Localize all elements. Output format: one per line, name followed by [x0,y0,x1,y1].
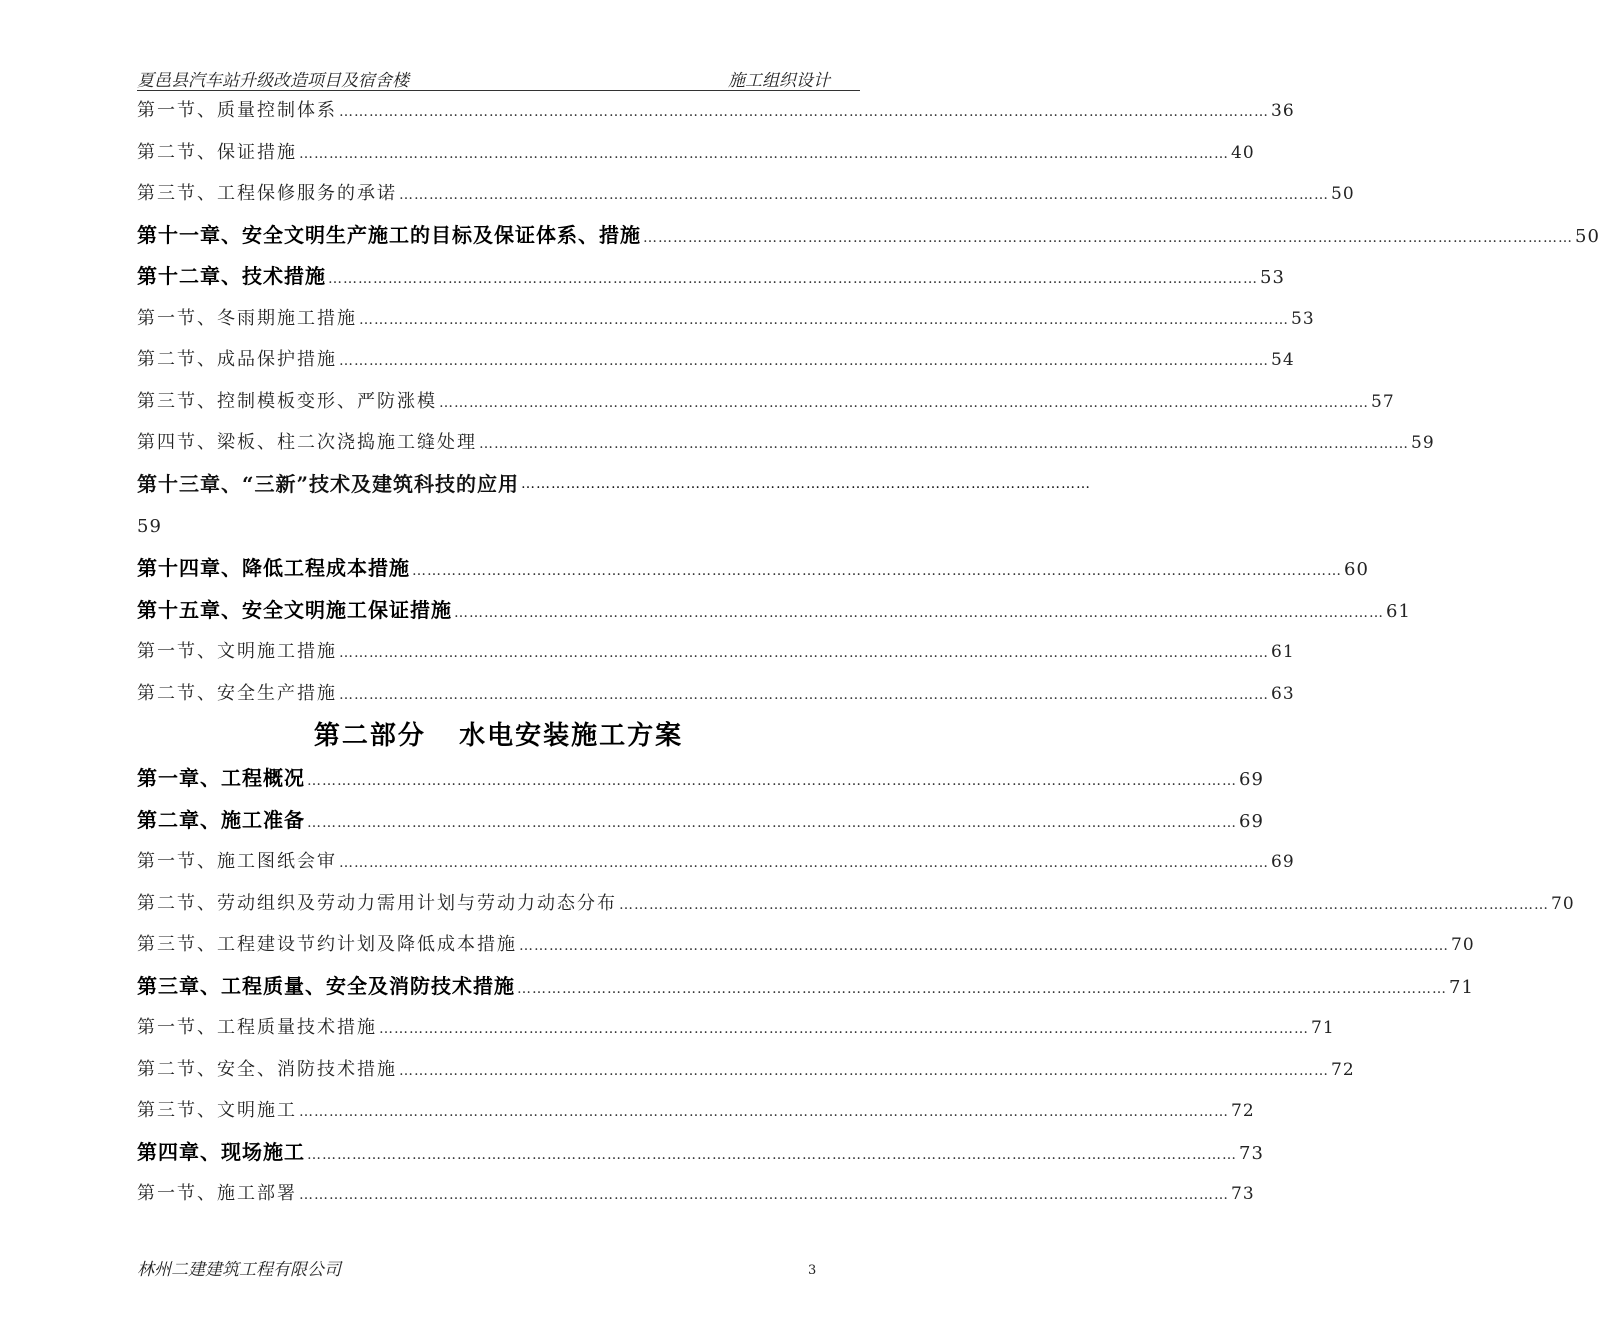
toc-entry-title: 第二节、成品保护措施 [137,349,337,370]
toc-leader-dots [437,383,1371,425]
part-heading: 第二部分 水电安装施工方案 [313,721,684,751]
toc-entry-title: 第一节、施工图纸会审 [137,851,337,872]
toc-leader-dots [410,551,1344,593]
toc-entry-title: 第二节、保证措施 [137,141,297,163]
toc-section-entry[interactable] [137,381,1395,423]
toc-chapter-entry[interactable] [137,758,1264,800]
toc-entry-title: 第十四章、降低工程成本措施 [137,556,410,580]
toc-leader-dots [617,885,1551,927]
toc-entry-page: 40 [1231,142,1255,163]
toc-leader-dots [297,134,1231,176]
toc-leader-dots [397,1051,1331,1093]
toc-entry-title: 第二节、安全生产措施 [137,682,337,704]
toc-section-entry[interactable] [137,673,1295,715]
toc-chapter-entry[interactable] [137,256,1285,298]
table-of-contents [137,90,1600,1215]
toc-entry-title: 第十五章、安全文明施工保证措施 [137,597,452,622]
toc-entry-title: 第二节、安全、消防技术措施 [137,1058,397,1080]
toc-entry-title: 第四节、梁板、柱二次浇捣施工缝处理 [137,432,477,453]
toc-entry-page: 70 [1451,935,1475,955]
toc-entry-page: 59 [137,516,162,537]
toc-entry-title: 第二节、劳动组织及劳动力需用计划与劳动力动态分布 [137,892,617,914]
toc-section-entry[interactable] [137,631,1295,673]
toc-leader-dots [517,926,1451,968]
toc-entry-title: 第一节、工程质量技术措施 [137,1017,377,1038]
toc-entry-title: 第三章、工程质量、安全及消防技术措施 [137,973,515,998]
toc-section-entry[interactable] [137,1173,1255,1215]
toc-section-entry[interactable] [137,90,1295,132]
toc-leader-dots [326,259,1260,301]
toc-entry-page: 63 [1271,683,1295,704]
page-header [137,64,860,91]
toc-entry-page: 50 [1575,225,1600,247]
toc-entry-page: 60 [1344,559,1369,580]
toc-entry-page: 53 [1291,308,1315,329]
toc-entry-title: 第一章、工程概况 [137,766,305,790]
toc-entry-title: 第十一章、安全文明生产施工的目标及保证体系、措施 [137,222,641,247]
toc-entry-title: 第二章、施工准备 [137,807,305,832]
toc-entry-page: 59 [1411,433,1435,453]
toc-section-entry[interactable] [137,1090,1255,1132]
toc-entry-page: 71 [1449,976,1474,998]
toc-leader-dots [305,761,1239,803]
toc-section-entry[interactable] [137,1007,1335,1049]
toc-entry-page: 61 [1386,600,1411,622]
toc-entry-page: 71 [1311,1018,1335,1038]
toc-entry-title: 第三节、工程保修服务的承诺 [137,183,397,204]
toc-entry-title: 第十三章、“三新”技术及建筑科技的应用 [137,471,520,496]
toc-entry-title: 第一节、文明施工措施 [137,641,337,662]
toc-chapter-entry[interactable] [137,966,1474,1008]
toc-section-entry[interactable] [137,841,1295,883]
toc-entry-page: 53 [1260,267,1285,288]
toc-leader-dots [337,341,1271,383]
toc-entry-title: 第三节、工程建设节约计划及降低成本措施 [137,934,517,955]
page-number: 3 [808,1263,817,1278]
toc-section-entry[interactable] [137,173,1355,215]
toc-entry-title: 第一节、冬雨期施工措施 [137,307,357,329]
toc-entry-page: 69 [1239,769,1264,790]
toc-entry-title: 第十二章、技术措施 [137,264,326,288]
toc-leader-dots [641,218,1575,260]
toc-entry-page: 69 [1239,810,1264,832]
toc-entry-title: 第三节、文明施工 [137,1100,297,1121]
toc-leader-dots [297,1092,1231,1134]
toc-chapter-entry[interactable] [137,800,1264,842]
toc-section-entry[interactable] [137,422,1435,464]
toc-entry-page: 36 [1271,101,1295,121]
toc-entry-page: 73 [1239,1142,1264,1164]
toc-section-entry[interactable] [137,132,1255,174]
toc-entry-page: 73 [1231,1184,1255,1204]
toc-leader-dots [337,675,1271,717]
toc-section-entry[interactable] [137,339,1295,381]
toc-leader-dots [337,843,1271,885]
toc-leader-dots [357,300,1291,342]
toc-chapter-entry[interactable] [137,464,1092,549]
toc-entry-page: 54 [1271,350,1295,370]
toc-leader-dots [305,803,1239,845]
toc-leader-dots [477,424,1411,466]
toc-section-entry[interactable] [137,924,1475,966]
toc-leader-dots: …………………………………………………………………………………………………… [521,475,1092,492]
toc-leader-dots [337,633,1271,675]
toc-entry-page: 50 [1331,184,1355,204]
toc-section-entry[interactable] [137,883,1575,925]
toc-leader-dots [377,1009,1311,1051]
toc-entry-page: 72 [1331,1059,1355,1080]
toc-leader-dots [305,1135,1239,1177]
footer-company: 林州二建建筑工程有限公司 [137,1260,341,1280]
toc-entry-page: 72 [1231,1101,1255,1121]
toc-entry-page: 70 [1551,893,1575,914]
toc-chapter-entry[interactable] [137,548,1369,590]
toc-leader-dots [297,1175,1231,1217]
toc-chapter-entry[interactable] [137,590,1411,632]
toc-entry-page: 69 [1271,852,1295,872]
toc-entry-title: 第一节、质量控制体系 [137,100,337,121]
toc-leader-dots [452,593,1386,635]
toc-section-entry[interactable] [137,298,1315,340]
toc-leader-dots [337,92,1271,134]
toc-leader-dots [515,969,1449,1011]
header-project-title: 夏邑县汽车站升级改造项目及宿舍楼 [137,71,409,91]
toc-entry-title: 第一节、施工部署 [137,1183,297,1204]
toc-entry-page: 61 [1271,642,1295,662]
header-document-type: 施工组织设计 [728,71,830,91]
toc-section-entry[interactable] [137,1049,1355,1091]
toc-entry-title: 第三节、控制模板变形、严防涨模 [137,390,437,412]
toc-leader-dots [397,175,1331,217]
toc-entry-page: 57 [1371,391,1395,412]
toc-entry-title: 第四章、现场施工 [137,1139,305,1164]
toc-chapter-entry[interactable] [137,1132,1264,1174]
toc-chapter-entry[interactable] [137,215,1600,257]
